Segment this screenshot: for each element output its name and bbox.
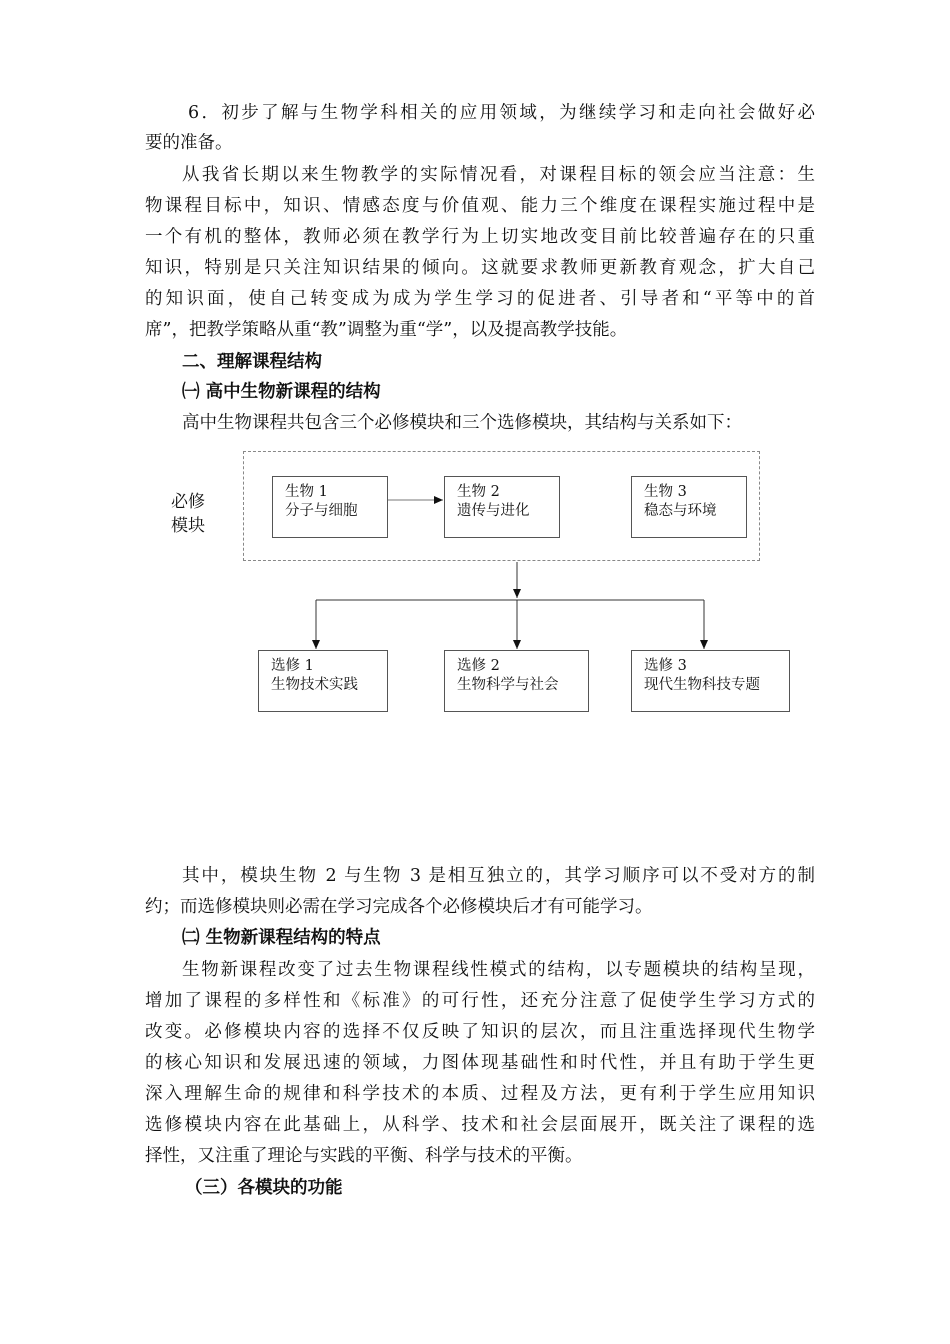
- features-para-line-1: 生物新课程改变了过去生物课程线性模式的结构，以专题模块的结构呈现，: [182, 960, 815, 980]
- module-title: 生物技术实践: [271, 677, 358, 693]
- elective-module-2: [444, 650, 589, 712]
- module-number: 选修 2: [457, 658, 500, 674]
- item6-line-2: 要的准备。: [145, 133, 233, 153]
- features-para-line-2: 增加了课程的多样性和《标准》的可行性，还充分注意了促使学生学习方式的: [145, 991, 815, 1011]
- module-title: 生物科学与社会: [457, 677, 559, 693]
- required-module-3: [631, 476, 747, 538]
- intro-para-line-2: 物课程目标中，知识、情感态度与价值观、能力三个维度在课程实施过程中是: [145, 196, 815, 216]
- required-label-line-1: 必修: [171, 492, 205, 512]
- elective-module-3: [631, 650, 790, 712]
- module-title: 现代生物科技专题: [644, 677, 760, 693]
- subheading-3: （三）各模块的功能: [185, 1178, 343, 1198]
- required-label-line-2: 模块: [171, 516, 205, 536]
- after-diagram-line-2: 约；而选修模块则必需在学习完成各个必修模块后才有可能学习。: [145, 897, 653, 917]
- intro-para-line-4: 知识，特别是只关注知识结果的倾向。这就要求教师更新教育观念，扩大自己: [145, 258, 815, 278]
- intro-para-line-1: 从我省长期以来生物教学的实际情况看，对课程目标的领会应当注意：生: [182, 165, 815, 185]
- structure-intro-text: 高中生物课程共包含三个必修模块和三个选修模块，其结构与关系如下：: [182, 413, 742, 433]
- features-para-line-6: 选修模块内容在此基础上，从科学、技术和社会层面展开，既关注了课程的选: [145, 1115, 815, 1135]
- elective-module-1: [258, 650, 388, 712]
- module-number: 生物 2: [457, 484, 500, 500]
- subheading-2: ㈡ 生物新课程结构的特点: [182, 928, 381, 948]
- module-title: 分子与细胞: [285, 503, 358, 519]
- features-para-line-7: 择性，又注重了理论与实践的平衡、科学与技术的平衡。: [145, 1146, 583, 1166]
- module-number: 选修 3: [644, 658, 687, 674]
- required-module-1: [272, 476, 388, 538]
- features-para-line-3: 改变。必修模块内容的选择不仅反映了知识的层次，而且注重选择现代生物学: [145, 1022, 815, 1042]
- subheading-1: ㈠ 高中生物新课程的结构: [182, 382, 381, 402]
- intro-para-line-5: 的知识面，使自己转变成为成为学生学习的促进者、引导者和“平等中的首: [145, 289, 815, 309]
- module-number: 生物 1: [285, 484, 328, 500]
- section-heading-2: 二、理解课程结构: [182, 352, 322, 372]
- required-module-2: [444, 476, 560, 538]
- item6-line-1: 6．初步了解与生物学科相关的应用领域，为继续学习和走向社会做好必: [188, 103, 815, 123]
- module-number: 选修 1: [271, 658, 314, 674]
- module-title: 遗传与进化: [457, 503, 530, 519]
- features-para-line-5: 深入理解生命的规律和科学技术的本质、过程及方法，更有利于学生应用知识: [145, 1084, 815, 1104]
- after-diagram-line-1: 其中，模块生物 2 与生物 3 是相互独立的，其学习顺序可以不受对方的制: [182, 866, 815, 886]
- module-title: 稳态与环境: [644, 503, 717, 519]
- intro-para-line-3: 一个有机的整体，教师必须在教学行为上切实地改变目前比较普遍存在的只重: [145, 227, 815, 247]
- module-number: 生物 3: [644, 484, 687, 500]
- intro-para-line-6: 席”，把教学策略从重“教”调整为重“学”，以及提高教学技能。: [145, 320, 628, 340]
- features-para-line-4: 的核心知识和发展迅速的领域，力图体现基础性和时代性，并且有助于学生更: [145, 1053, 815, 1073]
